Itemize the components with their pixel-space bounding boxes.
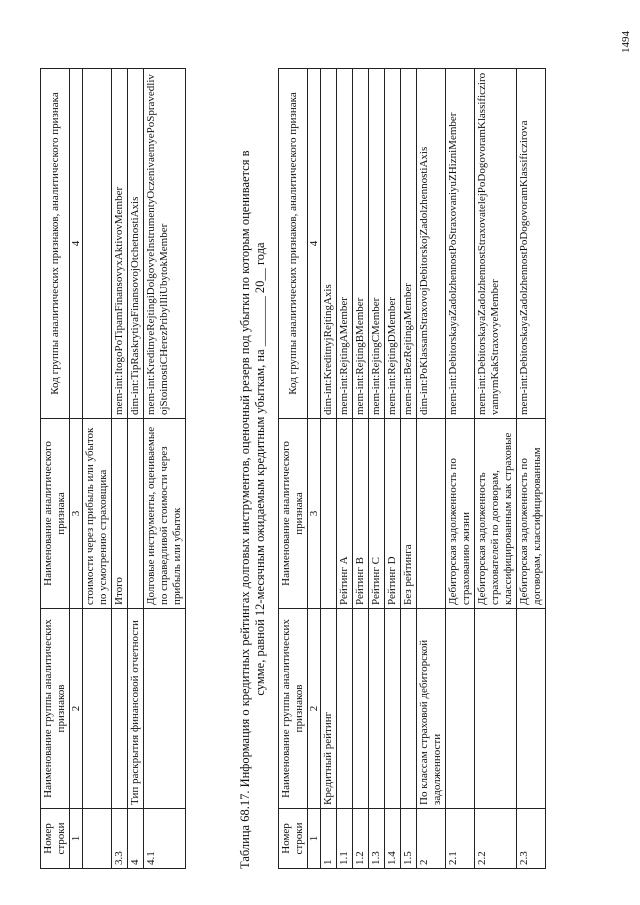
caption-line-2: сумме, равной 12-месячным ожидаемым кредитным убыткам, на ________ 20__ года (253, 242, 267, 696)
column-number: 2 (308, 609, 321, 809)
group-name-cell: Тип раскрытия финансовой отчетности (128, 609, 144, 809)
header-code: Код группы аналитических признаков, аналитического признака (279, 69, 308, 419)
group-name-cell (401, 609, 417, 809)
feature-name-cell: Дебиторская задолженность по договорам, классифицированным (517, 419, 546, 609)
feature-name-cell: Дебиторская задолженность страхователей по договорам, классифицированным как страховые (475, 419, 517, 609)
header-code: Код группы аналитических признаков, аналитического признака (41, 69, 70, 419)
code-cell: mem-int:DebitorskayaZadolzhennostStraxovatelejPoDogovoramKlassificzirovannymKakStraxovyeMember (475, 69, 517, 419)
code-cell: dim-int:TipRaskrytiyaFinansovojOtchetnostiAxis (128, 69, 144, 419)
feature-name-cell: Рейтинг C (369, 419, 385, 609)
feature-name-cell: Дебиторская задолженность по страхованию жизни (446, 419, 475, 609)
column-number: 2 (70, 609, 83, 809)
group-name-cell (337, 609, 353, 809)
column-number: 1 (70, 809, 83, 869)
table-row (112, 69, 128, 869)
table-2-column-numbers (308, 69, 321, 869)
row-number-cell: 2 (417, 809, 446, 869)
code-cell (83, 69, 112, 419)
header-row-number: Номер строки (41, 809, 70, 869)
row-number-cell (83, 809, 112, 869)
column-number: 4 (308, 69, 321, 419)
row-number-cell: 1.5 (401, 809, 417, 869)
table-row (517, 69, 546, 869)
code-cell: mem-int:KreditnyeRejtingiDolgovyeInstrumentyOczenivaemyePoSpravedlivojStoimostiCHerezPribylIliUbytokMember (144, 69, 186, 419)
table-row (369, 69, 385, 869)
header-row-number: Номер строки (279, 809, 308, 869)
code-cell: mem-int:ItogoPoTipamFinansovyxAktivovMember (112, 69, 128, 419)
row-number-cell: 4.1 (144, 809, 186, 869)
row-number-cell: 1.1 (337, 809, 353, 869)
feature-name-cell (417, 419, 446, 609)
table-caption (238, 69, 268, 869)
group-name-cell: По классам страховой дебиторской задолженности (417, 609, 446, 809)
header-feature-name: Наименование аналитического признака (41, 419, 70, 609)
feature-name-cell (128, 419, 144, 609)
code-cell: mem-int:RejtingCMember (369, 69, 385, 419)
table-row (385, 69, 401, 869)
header-group-name: Наименование группы аналитических признаков (41, 609, 70, 809)
feature-name-cell: Без рейтинга (401, 419, 417, 609)
feature-name-cell (321, 419, 337, 609)
page-number: 1494 (620, 31, 632, 53)
column-number: 3 (308, 419, 321, 609)
header-group-name: Наименование группы аналитических признаков (279, 609, 308, 809)
caption-line-1: Таблица 68.17. Информация о кредитных рейтингах долговых инструментов, оценочный резерв под убытки по которым оценивается в (238, 150, 252, 869)
column-number: 1 (308, 809, 321, 869)
table-row (401, 69, 417, 869)
table-row (321, 69, 337, 869)
row-number-cell: 1 (321, 809, 337, 869)
column-number: 3 (70, 419, 83, 609)
table-1-body (83, 69, 186, 869)
row-number-cell: 2.1 (446, 809, 475, 869)
feature-name-cell: Рейтинг B (353, 419, 369, 609)
group-name-cell (144, 609, 186, 809)
table-row (446, 69, 475, 869)
table-row (337, 69, 353, 869)
feature-name-cell: Долговые инструменты, оцениваемые по справедливой стоимости через прибыль или убыток (144, 419, 186, 609)
group-name-cell (83, 609, 112, 809)
table-row (128, 69, 144, 869)
group-name-cell (385, 609, 401, 809)
row-number-cell: 2.2 (475, 809, 517, 869)
row-number-cell: 4 (128, 809, 144, 869)
table-row (83, 69, 112, 869)
table-1-column-numbers (70, 69, 83, 869)
code-cell: dim-int:KreditnyjRejtingAxis (321, 69, 337, 419)
group-name-cell (353, 609, 369, 809)
code-cell: dim-int:PoKlassamStraxovojDebitorskojZadolzhennostiAxis (417, 69, 446, 419)
row-number-cell: 1.3 (369, 809, 385, 869)
code-cell: mem-int:RejtingAMember (337, 69, 353, 419)
table-row (475, 69, 517, 869)
table-row (417, 69, 446, 869)
row-number-cell: 1.4 (385, 809, 401, 869)
group-name-cell: Кредитный рейтинг (321, 609, 337, 809)
column-number: 4 (70, 69, 83, 419)
row-number-cell: 3.3 (112, 809, 128, 869)
table-2-body (321, 69, 546, 869)
group-name-cell (112, 609, 128, 809)
table-2 (278, 69, 546, 869)
table-row (144, 69, 186, 869)
feature-name-cell: стоимости через прибыль или убыток по усмотрению страховщика (83, 419, 112, 609)
row-number-cell: 2.3 (517, 809, 546, 869)
code-cell: mem-int:RejtingDMember (385, 69, 401, 419)
group-name-cell (369, 609, 385, 809)
code-cell: mem-int:BezRejtingaMember (401, 69, 417, 419)
header-feature-name: Наименование аналитического признака (279, 419, 308, 609)
row-number-cell: 1.2 (353, 809, 369, 869)
table-row (353, 69, 369, 869)
feature-name-cell: Рейтинг D (385, 419, 401, 609)
code-cell: mem-int:RejtingBMember (353, 69, 369, 419)
group-name-cell (446, 609, 475, 809)
table-2-header (279, 69, 308, 869)
feature-name-cell: Итого (112, 419, 128, 609)
group-name-cell (517, 609, 546, 809)
code-cell: mem-int:DebitorskayaZadolzhennostPoStraxovaniyuZHizniMember (446, 69, 475, 419)
group-name-cell (475, 609, 517, 809)
table-1 (40, 69, 186, 869)
feature-name-cell: Рейтинг A (337, 419, 353, 609)
code-cell: mem-int:DebitorskayaZadolzhennostPoDogovoramKlassificzirova (517, 69, 546, 419)
table-1-header (41, 69, 70, 869)
